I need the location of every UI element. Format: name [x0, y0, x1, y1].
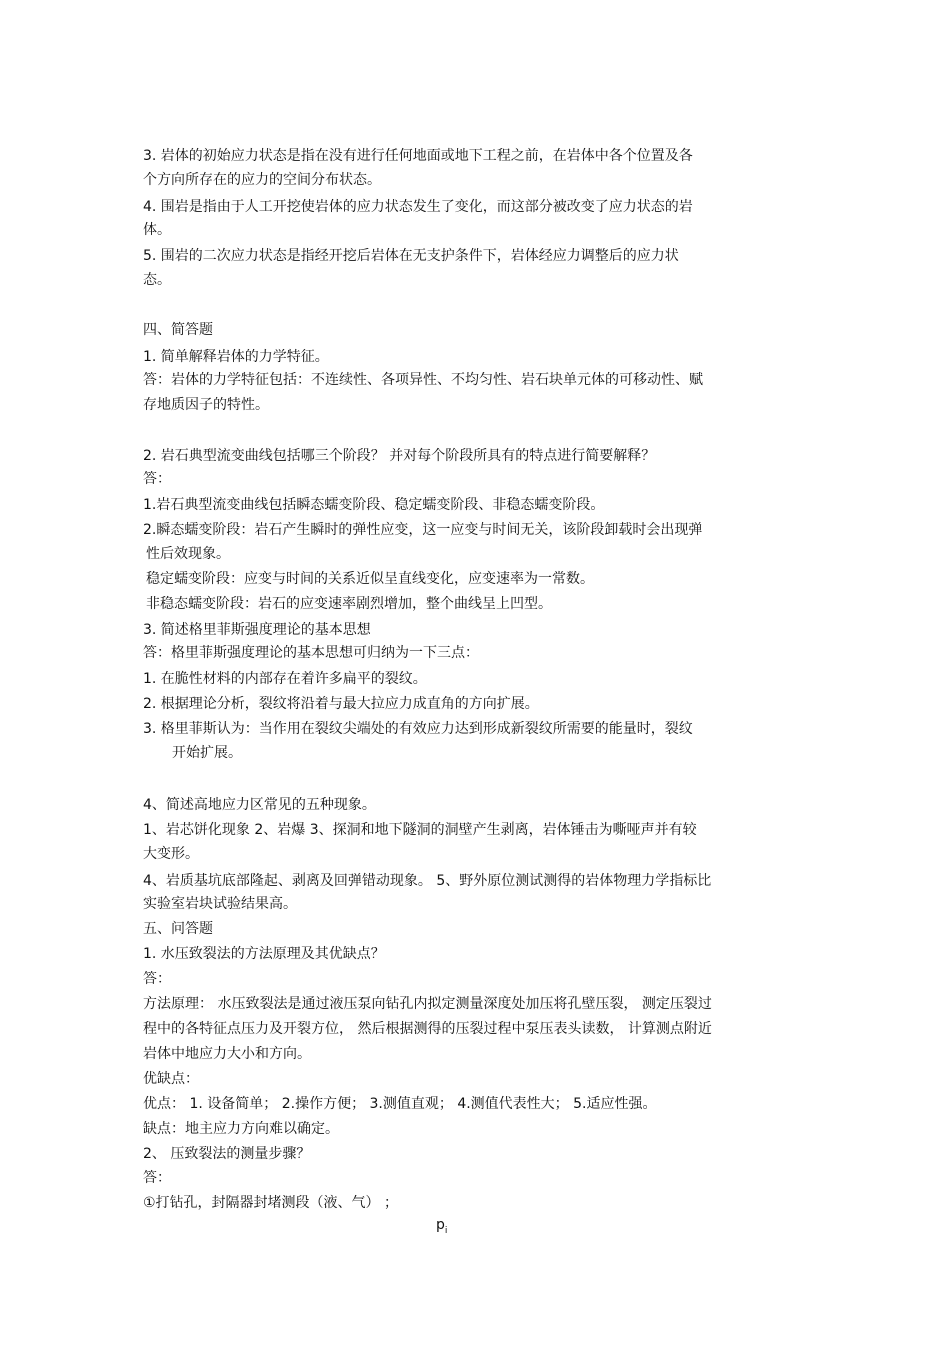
- text-line: 实验室岩块试验结果高。: [143, 896, 297, 912]
- question-line: 1. 水压致裂法的方法原理及其优缺点？: [143, 946, 385, 962]
- text-line: 稳定蠕变阶段：应变与时间的关系近似呈直线变化，应变速率为一常数。: [146, 571, 594, 587]
- text-line: 非稳态蠕变阶段：岩石的应变速率剧烈增加，整个曲线呈上凹型。: [146, 596, 552, 612]
- text-line: 答：: [143, 471, 171, 487]
- text-line: 答：岩体的力学特征包括：不连续性、各项异性、不均匀性、岩石块单元体的可移动性、赋: [143, 372, 703, 388]
- text-line: 4、岩质基坑底部隆起、剥离及回弹错动现象。 5、野外原位测试测得的岩体物理力学指标比: [143, 873, 712, 889]
- text-line: 3. 岩体的初始应力状态是指在没有进行任何地面或地下工程之前，在岩体中各个位置及各: [143, 148, 693, 164]
- text-line: 体。: [143, 222, 171, 238]
- text-line: ①打钻孔，封隔器封堵测段（液、气） ；: [143, 1195, 398, 1211]
- text-line: 1、岩芯饼化现象 2、岩爆 3、探洞和地下隧洞的洞壁产生剥离，岩体锤击为嘶哑声并有较: [143, 822, 697, 838]
- text-line: 方法原理： 水压致裂法是通过液压泵向钻孔内拟定测量深度处加压将孔壁压裂， 测定压裂过: [143, 996, 712, 1012]
- text-line: 程中的各特征点压力及开裂方位， 然后根据测得的压裂过程中泵压表头读数， 计算测点附近: [143, 1021, 712, 1037]
- page-footer: [436, 1216, 447, 1240]
- text-line: 2. 根据理论分析，裂纹将沿着与最大拉应力成直角的方向扩展。: [143, 696, 539, 712]
- text-line: 1.岩石典型流变曲线包括瞬态蠕变阶段、稳定蠕变阶段、非稳态蠕变阶段。: [143, 497, 605, 513]
- text-line: 3. 格里菲斯认为：当作用在裂纹尖端处的有效应力达到形成新裂纹所需要的能量时，裂纹: [143, 721, 693, 737]
- text-line: 优缺点：: [143, 1071, 199, 1087]
- text-line: 态。: [143, 272, 171, 288]
- question-line: 3. 简述格里菲斯强度理论的基本思想: [143, 622, 371, 638]
- question-line: 2、 压致裂法的测量步骤？: [143, 1146, 311, 1162]
- text-line: 5. 围岩的二次应力状态是指经开挖后岩体在无支护条件下，岩体经应力调整后的应力状: [143, 248, 679, 264]
- question-line: 4、简述高地应力区常见的五种现象。: [143, 797, 376, 813]
- text-line: 缺点：地主应力方向难以确定。: [143, 1121, 339, 1137]
- text-line: 优点： 1. 设备简单； 2.操作方便； 3.测值直观； 4.测值代表性大； 5.适应性强。: [143, 1096, 657, 1112]
- text-line: 存地质因子的特性。: [143, 397, 269, 413]
- text-line: 性后效现象。: [146, 546, 230, 562]
- text-line: 4. 围岩是指由于人工开挖使岩体的应力状态发生了变化，而这部分被改变了应力状态的岩: [143, 199, 693, 215]
- text-line: 答：格里菲斯强度理论的基本思想可归纳为一下三点：: [143, 645, 479, 661]
- text-line: 答：: [143, 971, 171, 987]
- text-line: 2.瞬态蠕变阶段：岩石产生瞬时的弹性应变，这一应变与时间无关，该阶段卸载时会出现弹: [143, 522, 703, 538]
- text-line: 个方向所存在的应力的空间分布状态。: [143, 172, 381, 188]
- text-line: 1. 在脆性材料的内部存在着许多扁平的裂纹。: [143, 671, 427, 687]
- section-heading: 五、问答题: [143, 921, 213, 937]
- question-line: 1. 简单解释岩体的力学特征。: [143, 349, 329, 365]
- text-line: 岩体中地应力大小和方向。: [143, 1046, 311, 1062]
- footer-letter: p: [436, 1217, 445, 1233]
- text-line: 大变形。: [143, 846, 199, 862]
- question-line: 2. 岩石典型流变曲线包括哪三个阶段？ 并对每个阶段所具有的特点进行简要解释？: [143, 448, 656, 464]
- section-heading: 四、简答题: [143, 322, 213, 338]
- text-line: 开始扩展。: [172, 745, 242, 761]
- footer-subscript: i: [444, 1225, 448, 1236]
- text-line: 答：: [143, 1170, 171, 1186]
